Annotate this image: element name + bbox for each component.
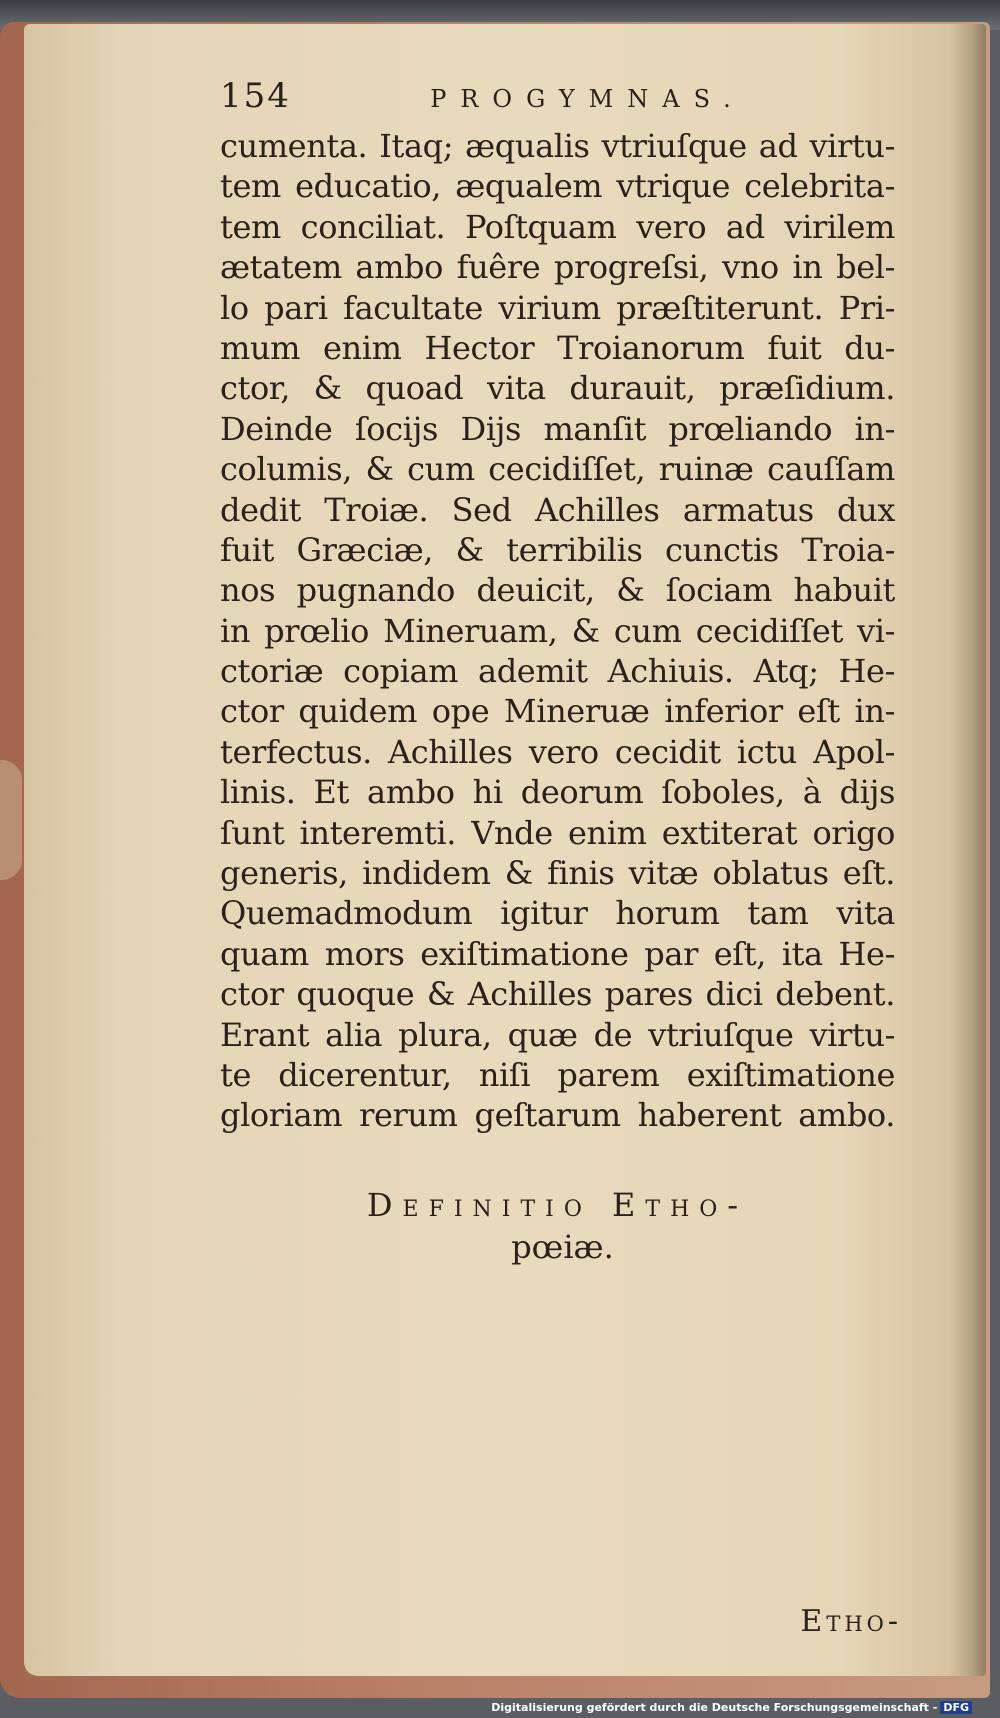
page-gutter-shadow xyxy=(950,24,986,1676)
section-heading-continuation: pœiæ. xyxy=(511,1227,614,1266)
running-title: PROGYMNAS. xyxy=(430,85,745,113)
page-clip-mark xyxy=(0,760,22,880)
text-line: nos pugnando deuicit, & ſociam habuit xyxy=(220,571,895,610)
text-line: mum enim Hector Troianorum fuit du- xyxy=(220,328,895,367)
text-line: dedit Troiæ. Sed Achilles armatus dux xyxy=(220,490,895,529)
text-line: ctor quidem ope Mineruæ inferior eſt in- xyxy=(220,692,895,731)
text-line: Erant alia plura, quæ de vtriuſque virtu- xyxy=(220,1015,895,1054)
text-line: columis, & cum cecidiſſet, ruinæ cauſſam xyxy=(220,450,895,489)
text-line: lo pari facultate virium præſtiterunt. Pri- xyxy=(220,288,895,327)
text-line: Deinde ſocijs Dijs manſit prœliando in- xyxy=(220,409,895,448)
text-line: ctor quoque & Achilles pares dici debent. xyxy=(220,975,895,1014)
page-text-block xyxy=(220,76,895,1266)
text-line: cumenta. Itaq; æqualis vtriuſque ad virtu- xyxy=(220,127,895,165)
text-line: Quemadmodum igitur horum tam vita xyxy=(220,894,895,933)
section-heading: Definitio Etho- xyxy=(366,1185,749,1224)
text-line: ctor, & quoad vita durauit, præſidium. xyxy=(220,369,895,408)
text-line: ætatem ambo fuêre progreſsi, vno in bel- xyxy=(220,248,895,287)
text-line: fuit Græciæ, & terribilis cunctis Troia- xyxy=(220,530,895,569)
page-number: 154 xyxy=(220,76,291,116)
catchword: Etho- xyxy=(800,1604,902,1639)
dfg-logo: DFG xyxy=(940,1701,972,1714)
credit-text: Digitalisierung gefördert durch die Deutsche Forschungsgemeinschaft - xyxy=(491,1701,938,1714)
text-line: tem educatio, æqualem vtrique celebrita- xyxy=(220,167,895,206)
text-line: ſunt interemti. Vnde enim extiterat origo xyxy=(220,813,895,852)
text-line: gloriam rerum geſtarum haberent ambo. xyxy=(220,1096,895,1135)
text-line: linis. Et ambo hi deorum ſoboles, à dijs xyxy=(220,773,895,812)
page-header xyxy=(220,76,895,126)
text-line: in prœlio Mineruam, & cum cecidiſſet vi- xyxy=(220,611,895,650)
digitization-credit xyxy=(491,1701,972,1714)
text-line: ctoriæ copiam ademit Achiuis. Atq; He- xyxy=(220,652,895,691)
text-line: terfectus. Achilles vero cecidit ictu Apol- xyxy=(220,732,895,771)
text-line: tem conciliat. Poſtquam vero ad virilem xyxy=(220,207,895,246)
text-line: generis, indidem & finis vitæ oblatus eſt. xyxy=(220,854,895,893)
text-line: te dicerentur, niſi parem exiſtimatione xyxy=(220,1055,895,1094)
body-text xyxy=(220,126,895,1136)
text-line: quam mors exiſtimatione par eſt, ita He- xyxy=(220,934,895,973)
book-page xyxy=(24,24,986,1676)
